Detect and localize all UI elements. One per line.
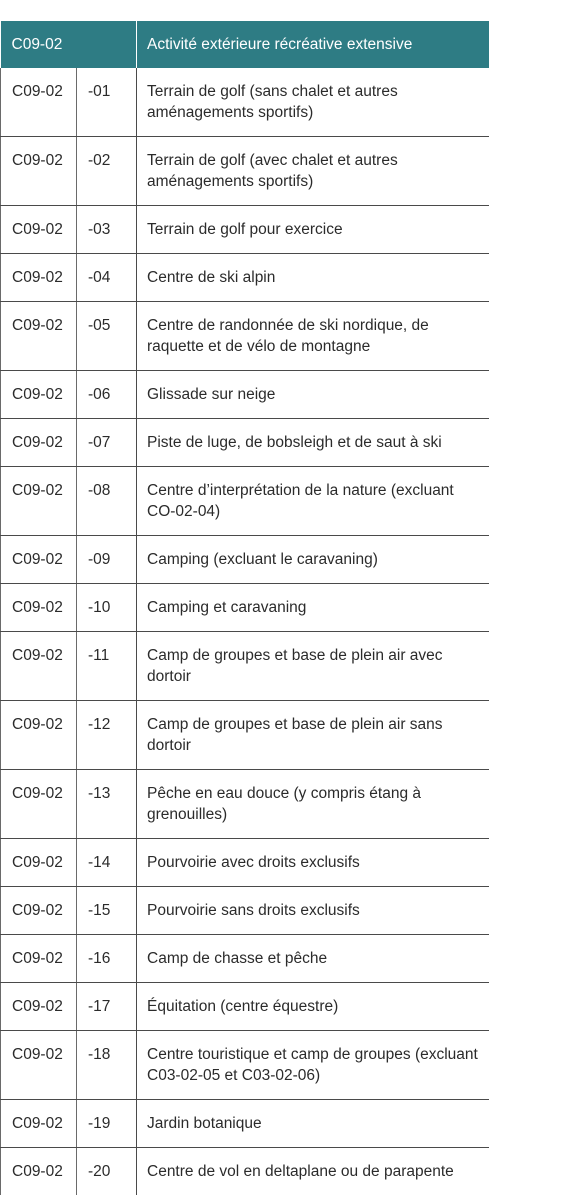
row-code: C09-02 — [1, 983, 77, 1031]
row-subcode: -06 — [77, 371, 137, 419]
row-description: Camping (excluant le caravaning) — [137, 536, 490, 584]
row-description: Camp de groupes et base de plein air sans dortoir — [137, 701, 490, 770]
table-row — [1, 983, 490, 1031]
row-code: C09-02 — [1, 419, 77, 467]
row-description: Camp de chasse et pêche — [137, 935, 490, 983]
table-row — [1, 467, 490, 536]
row-description: Centre de randonnée de ski nordique, de raquette et de vélo de montagne — [137, 302, 490, 371]
row-subcode: -12 — [77, 701, 137, 770]
row-description: Centre d’interprétation de la nature (excluant CO-02-04) — [137, 467, 490, 536]
table-row — [1, 68, 490, 137]
row-code: C09-02 — [1, 302, 77, 371]
row-subcode: -19 — [77, 1100, 137, 1148]
table-row — [1, 887, 490, 935]
table-row — [1, 935, 490, 983]
row-code: C09-02 — [1, 935, 77, 983]
table-row — [1, 632, 490, 701]
row-code: C09-02 — [1, 1100, 77, 1148]
table-row — [1, 137, 490, 206]
row-code: C09-02 — [1, 1031, 77, 1100]
row-description: Terrain de golf pour exercice — [137, 206, 490, 254]
table-row — [1, 419, 490, 467]
table-row — [1, 302, 490, 371]
row-description: Terrain de golf (sans chalet et autres aménagements sportifs) — [137, 68, 490, 137]
row-description: Camp de groupes et base de plein air avec dortoir — [137, 632, 490, 701]
row-code: C09-02 — [1, 632, 77, 701]
row-subcode: -16 — [77, 935, 137, 983]
header-title: Activité extérieure récréative extensive — [137, 21, 490, 68]
row-description: Glissade sur neige — [137, 371, 490, 419]
table-header — [1, 21, 490, 68]
row-code: C09-02 — [1, 839, 77, 887]
row-description: Jardin botanique — [137, 1100, 490, 1148]
row-subcode: -02 — [77, 137, 137, 206]
row-subcode: -14 — [77, 839, 137, 887]
table-row — [1, 1100, 490, 1148]
row-description: Piste de luge, de bobsleigh et de saut à ski — [137, 419, 490, 467]
row-subcode: -11 — [77, 632, 137, 701]
row-subcode: -18 — [77, 1031, 137, 1100]
table-row — [1, 254, 490, 302]
row-description: Camping et caravaning — [137, 584, 490, 632]
table-row — [1, 1031, 490, 1100]
row-code: C09-02 — [1, 68, 77, 137]
row-code: C09-02 — [1, 1148, 77, 1195]
header-code: C09-02 — [1, 21, 137, 68]
row-subcode: -01 — [77, 68, 137, 137]
row-subcode: -04 — [77, 254, 137, 302]
table-row — [1, 770, 490, 839]
row-code: C09-02 — [1, 536, 77, 584]
row-subcode: -15 — [77, 887, 137, 935]
row-subcode: -13 — [77, 770, 137, 839]
row-code: C09-02 — [1, 254, 77, 302]
row-code: C09-02 — [1, 137, 77, 206]
table-row — [1, 584, 490, 632]
row-code: C09-02 — [1, 206, 77, 254]
row-code: C09-02 — [1, 887, 77, 935]
row-subcode: -05 — [77, 302, 137, 371]
row-code: C09-02 — [1, 467, 77, 536]
row-code: C09-02 — [1, 770, 77, 839]
row-description: Centre de vol en deltaplane ou de parapente — [137, 1148, 490, 1195]
row-subcode: -09 — [77, 536, 137, 584]
row-description: Terrain de golf (avec chalet et autres aménagements sportifs) — [137, 137, 490, 206]
row-description: Centre de ski alpin — [137, 254, 490, 302]
row-subcode: -07 — [77, 419, 137, 467]
table-row — [1, 206, 490, 254]
row-code: C09-02 — [1, 701, 77, 770]
row-subcode: -20 — [77, 1148, 137, 1195]
row-description: Équitation (centre équestre) — [137, 983, 490, 1031]
row-subcode: -08 — [77, 467, 137, 536]
table-row — [1, 536, 490, 584]
row-subcode: -03 — [77, 206, 137, 254]
row-subcode: -10 — [77, 584, 137, 632]
table-row — [1, 701, 490, 770]
usage-code-table — [0, 21, 489, 1195]
row-description: Centre touristique et camp de groupes (excluant C03-02-05 et C03-02-06) — [137, 1031, 490, 1100]
row-description: Pourvoirie avec droits exclusifs — [137, 839, 490, 887]
row-code: C09-02 — [1, 584, 77, 632]
row-subcode: -17 — [77, 983, 137, 1031]
table-row — [1, 371, 490, 419]
row-description: Pourvoirie sans droits exclusifs — [137, 887, 490, 935]
table-row — [1, 839, 490, 887]
row-code: C09-02 — [1, 371, 77, 419]
row-description: Pêche en eau douce (y compris étang à grenouilles) — [137, 770, 490, 839]
table-row — [1, 1148, 490, 1195]
